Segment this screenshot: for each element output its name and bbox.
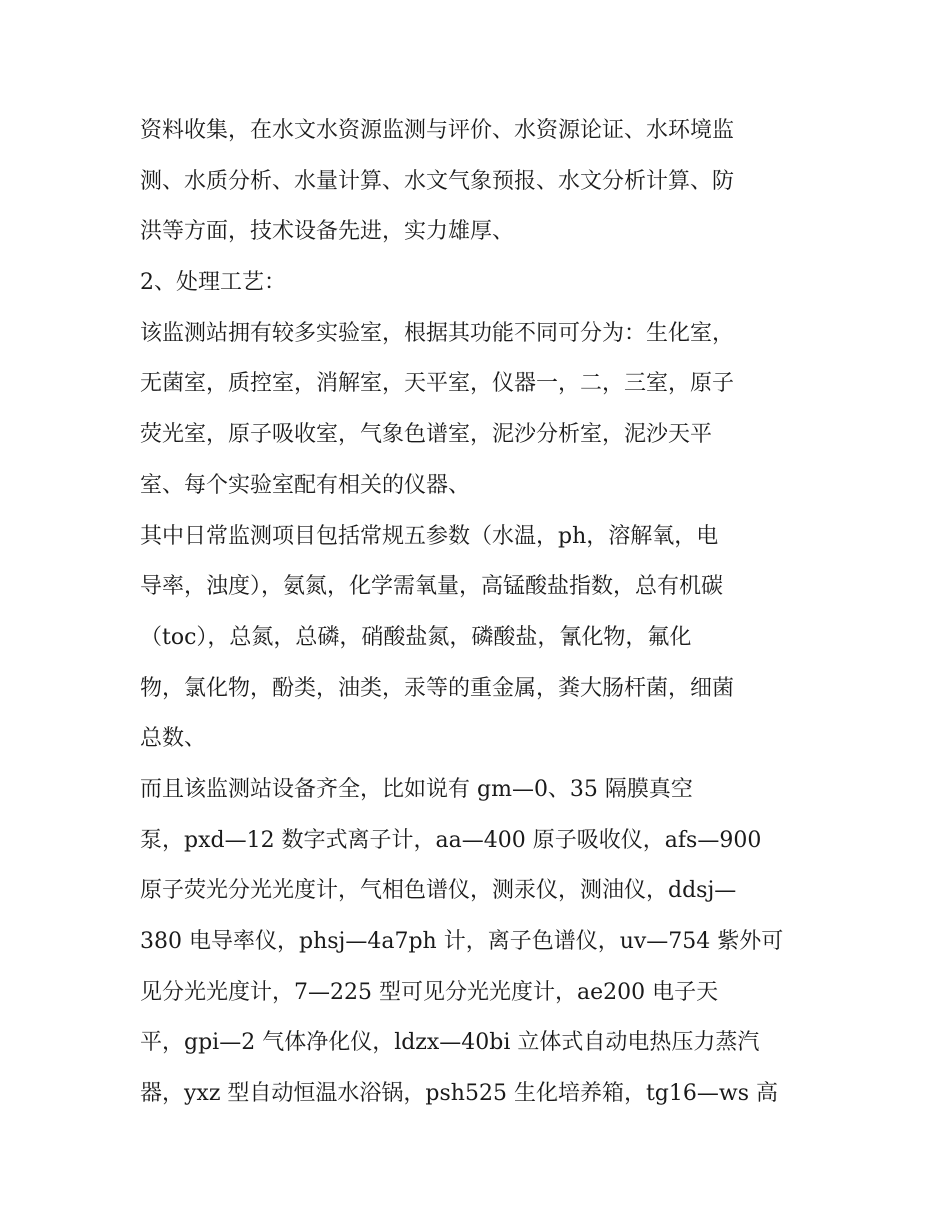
text-line: 荧光室，原子吸收室，气象色谱室，泥沙分析室，泥沙天平 bbox=[140, 422, 713, 448]
text-line: 测、水质分析、水量计算、水文气象预报、水文分析计算、防 bbox=[140, 168, 735, 194]
text-line: 物，氯化物，酚类，油类，汞等的重金属，粪大肠杆菌，细菌 bbox=[140, 675, 735, 701]
text-line: 其中日常监测项目包括常规五参数（水温，ph，溶解氧，电 bbox=[140, 523, 719, 549]
text-line: 无菌室，质控室，消解室，天平室，仪器一，二，三室，原子 bbox=[140, 371, 735, 397]
text-line: 原子荧光分光光度计，气相色谱仪，测汞仪，测油仪，ddsj— bbox=[140, 878, 737, 904]
text-line: 泵，pxd—12 数字式离子计，aa—400 原子吸收仪，afs—900 bbox=[140, 827, 762, 853]
document-body bbox=[140, 106, 840, 1120]
text-line: 器，yxz 型自动恒温水浴锅，psh525 生化培养箱，tg16—ws 高 bbox=[140, 1081, 778, 1107]
text-line: 该监测站拥有较多实验室，根据其功能不同可分为：生化室， bbox=[140, 320, 735, 346]
text-line: 室、每个实验室配有相关的仪器、 bbox=[140, 472, 471, 498]
text-line: 洪等方面，技术设备先进，实力雄厚、 bbox=[140, 219, 515, 245]
text-line: （toc），总氮，总磷，硝酸盐氮，磷酸盐，氰化物，氟化 bbox=[140, 624, 692, 650]
text-line: 而且该监测站设备齐全，比如说有 gm—0、35 隔膜真空 bbox=[140, 776, 693, 802]
text-line: 导率，浊度），氨氮，化学需氧量，高锰酸盐指数，总有机碳 bbox=[140, 574, 724, 600]
text-line: 资料收集，在水文水资源监测与评价、水资源论证、水环境监 bbox=[140, 118, 735, 143]
text-line: 平，gpi—2 气体净化仪，ldzx—40bi 立体式自动电热压力蒸汽 bbox=[140, 1030, 760, 1056]
text-line: 总数、 bbox=[140, 726, 207, 752]
text-line: 380 电导率仪，phsj—4a7ph 计，离子色谱仪，uv—754 紫外可 bbox=[140, 929, 784, 954]
text-line: 见分光光度计，7—225 型可见分光光度计，ae200 电子天 bbox=[140, 979, 719, 1005]
section-heading: 2、处理工艺： bbox=[140, 270, 286, 296]
